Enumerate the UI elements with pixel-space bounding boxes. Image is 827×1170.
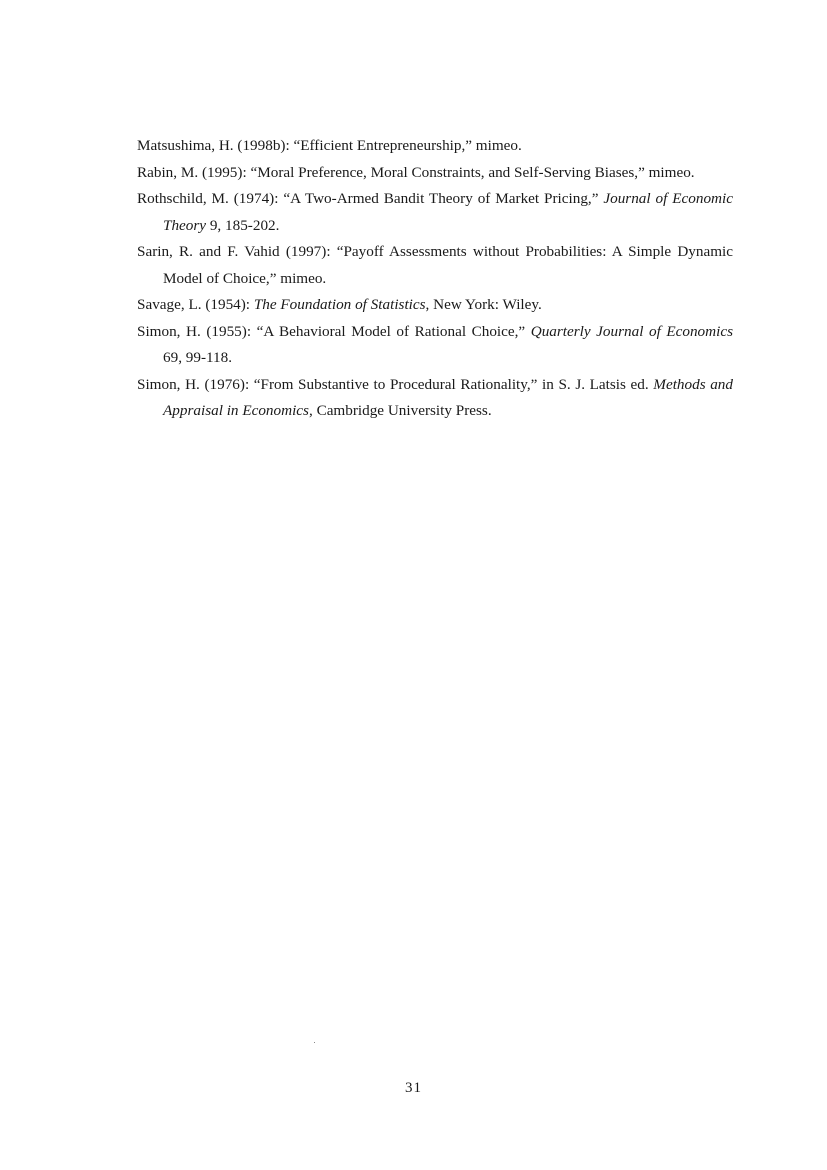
reference-text: 9, 185-202. (206, 216, 280, 234)
reference-text: Matsushima, H. (1998b): “Efficient Entrepreneurship,” mimeo. (137, 137, 522, 154)
reference-text: , New York: Wiley. (425, 296, 542, 313)
reference-entry (137, 372, 733, 425)
reference-entry (137, 239, 733, 292)
reference-text: Simon, H. (1976): “From Substantive to Procedural Rationality,” in S. J. Latsis ed. (137, 375, 654, 393)
reference-entry (137, 186, 733, 239)
reference-text: , Cambridge University Press. (308, 402, 492, 419)
reference-text: Simon, H. (1955): “A Behavioral Model of Rational Choice,” (137, 322, 531, 340)
reference-title-italic: Quarterly Journal of Economics (530, 322, 733, 340)
reference-title-italic: Journal of Economic Theory (163, 190, 733, 234)
scan-speck (314, 1042, 315, 1043)
reference-text: 69, 99-118. (163, 349, 233, 366)
reference-entry (137, 292, 733, 319)
reference-text: Sarin, R. and F. Vahid (1997): “Payoff Assessments without Probabilities: A Simple Dynamic Model of Choice,” mimeo. (137, 243, 733, 287)
page-number: 31 (405, 1080, 422, 1096)
reference-text: Rabin, M. (1995): “Moral Preference, Moral Constraints, and Self-Serving Biases,” mimeo. (137, 163, 695, 181)
reference-title-italic: The Foundation of Statistics (253, 296, 426, 313)
reference-title-italic: Methods and Appraisal in Economics (163, 375, 733, 419)
reference-entry (137, 133, 733, 160)
reference-entry (137, 319, 733, 372)
reference-list (137, 133, 733, 425)
reference-text: Savage, L. (1954): (137, 296, 254, 313)
reference-text: Rothschild, M. (1974): “A Two-Armed Bandit Theory of Market Pricing,” (137, 190, 604, 207)
reference-entry (137, 160, 733, 187)
